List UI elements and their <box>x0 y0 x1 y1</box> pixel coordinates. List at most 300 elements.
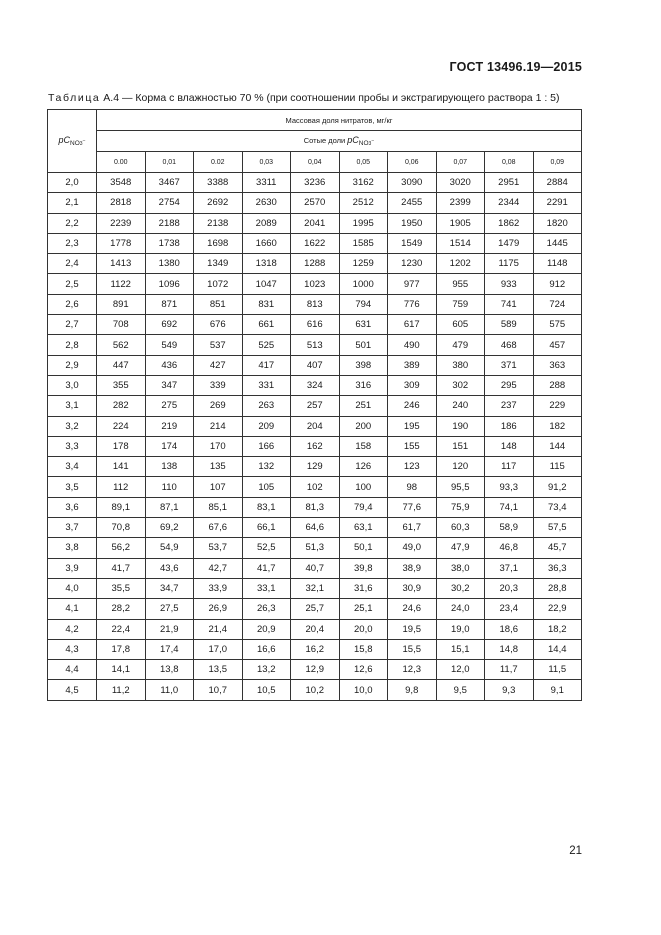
table-cell: 20,4 <box>291 619 340 639</box>
table-cell: 66,1 <box>242 518 291 538</box>
row-pc-value: 3,8 <box>48 538 97 558</box>
table-cell: 2188 <box>145 213 194 233</box>
table-cell: 324 <box>291 375 340 395</box>
table-cell: 30,2 <box>436 578 485 598</box>
table-cell: 51,3 <box>291 538 340 558</box>
table-cell: 240 <box>436 396 485 416</box>
row-pc-value: 2,8 <box>48 335 97 355</box>
table-cell: 41,7 <box>97 558 146 578</box>
table-cell: 12,0 <box>436 660 485 680</box>
table-cell: 45,7 <box>533 538 582 558</box>
table-cell: 123 <box>388 457 437 477</box>
table-cell: 776 <box>388 294 437 314</box>
table-cell: 200 <box>339 416 388 436</box>
row-pc-value: 4,1 <box>48 599 97 619</box>
row-pc-value: 2,2 <box>48 213 97 233</box>
table-cell: 398 <box>339 355 388 375</box>
table-cell: 2630 <box>242 193 291 213</box>
table-cell: 302 <box>436 375 485 395</box>
table-cell: 347 <box>145 375 194 395</box>
table-cell: 21,4 <box>194 619 243 639</box>
table-cell: 2754 <box>145 193 194 213</box>
table-row <box>48 518 582 538</box>
row-pc-value: 2,0 <box>48 173 97 193</box>
table-cell: 73,4 <box>533 497 582 517</box>
table-cell: 81,3 <box>291 497 340 517</box>
table-cell: 10,2 <box>291 680 340 700</box>
table-row <box>48 477 582 497</box>
table-cell: 616 <box>291 315 340 335</box>
table-row <box>48 193 582 213</box>
table-cell: 11,5 <box>533 660 582 680</box>
row-pc-value: 4,3 <box>48 639 97 659</box>
row-pc-value: 4,0 <box>48 578 97 598</box>
sub-header-pc-letter: pC <box>347 134 359 145</box>
table-cell: 631 <box>339 315 388 335</box>
table-cell: 98 <box>388 477 437 497</box>
table-row <box>48 497 582 517</box>
row-header-pc-sub3: 3 <box>79 141 83 148</box>
table-cell: 1698 <box>194 233 243 253</box>
row-pc-value: 2,1 <box>48 193 97 213</box>
table-caption-label: Таблица <box>48 92 101 104</box>
table-cell: 34,7 <box>145 578 194 598</box>
table-cell: 19,5 <box>388 619 437 639</box>
column-header: 0,04 <box>291 152 340 173</box>
table-cell: 1820 <box>533 213 582 233</box>
table-cell: 190 <box>436 416 485 436</box>
table-cell: 144 <box>533 436 582 456</box>
table-cell: 70,8 <box>97 518 146 538</box>
table-cell: 1000 <box>339 274 388 294</box>
table-cell: 575 <box>533 315 582 335</box>
table-cell: 1047 <box>242 274 291 294</box>
column-header: 0,05 <box>339 152 388 173</box>
table-cell: 1585 <box>339 233 388 253</box>
table-cell: 112 <box>97 477 146 497</box>
table-cell: 263 <box>242 396 291 416</box>
table-cell: 11,7 <box>485 660 534 680</box>
table-row <box>48 315 582 335</box>
table-cell: 15,5 <box>388 639 437 659</box>
table-cell: 39,8 <box>339 558 388 578</box>
table-cell: 224 <box>97 416 146 436</box>
table-cell: 162 <box>291 436 340 456</box>
table-cell: 1905 <box>436 213 485 233</box>
table-cell: 282 <box>97 396 146 416</box>
table-row <box>48 599 582 619</box>
table-cell: 33,9 <box>194 578 243 598</box>
table-cell: 17,8 <box>97 639 146 659</box>
table-cell: 26,9 <box>194 599 243 619</box>
table-cell: 9,3 <box>485 680 534 700</box>
table-cell: 2041 <box>291 213 340 233</box>
table-cell: 275 <box>145 396 194 416</box>
table-cell: 19,0 <box>436 619 485 639</box>
column-header: 0,09 <box>533 152 582 173</box>
table-cell: 2570 <box>291 193 340 213</box>
row-pc-value: 2,6 <box>48 294 97 314</box>
column-header: 0,06 <box>388 152 437 173</box>
table-cell: 1023 <box>291 274 340 294</box>
column-header: 0,08 <box>485 152 534 173</box>
table-row <box>48 639 582 659</box>
table-cell: 20,3 <box>485 578 534 598</box>
table-cell: 2951 <box>485 173 534 193</box>
sub-header-pc-sub3: 3 <box>368 141 372 148</box>
table-row <box>48 213 582 233</box>
table-cell: 24,6 <box>388 599 437 619</box>
table-cell: 46,8 <box>485 538 534 558</box>
table-cell: 457 <box>533 335 582 355</box>
table-caption-text: А.4 — Корма с влажностью 70 % (при соотношении пробы и экстрагирующего раствора 1 : 5) <box>100 92 560 104</box>
table-cell: 389 <box>388 355 437 375</box>
table-cell: 9,8 <box>388 680 437 700</box>
table-cell: 14,8 <box>485 639 534 659</box>
table-cell: 708 <box>97 315 146 335</box>
table-cell: 132 <box>242 457 291 477</box>
table-cell: 53,7 <box>194 538 243 558</box>
table-cell: 1230 <box>388 254 437 274</box>
table-cell: 3467 <box>145 173 194 193</box>
table-cell: 1778 <box>97 233 146 253</box>
table-cell: 417 <box>242 355 291 375</box>
table-cell: 11,2 <box>97 680 146 700</box>
table-cell: 17,0 <box>194 639 243 659</box>
table-cell: 1445 <box>533 233 582 253</box>
table-cell: 57,5 <box>533 518 582 538</box>
table-cell: 120 <box>436 457 485 477</box>
table-cell: 1549 <box>388 233 437 253</box>
table-cell: 1622 <box>291 233 340 253</box>
table-cell: 1479 <box>485 233 534 253</box>
sub-header-pc-sub: NO <box>358 140 369 148</box>
table-cell: 933 <box>485 274 534 294</box>
table-cell: 2884 <box>533 173 582 193</box>
table-cell: 14,4 <box>533 639 582 659</box>
table-cell: 1175 <box>485 254 534 274</box>
table-cell: 9,5 <box>436 680 485 700</box>
table-cell: 14,1 <box>97 660 146 680</box>
table-cell: 9,1 <box>533 680 582 700</box>
table-cell: 436 <box>145 355 194 375</box>
table-cell: 1738 <box>145 233 194 253</box>
table-cell: 1318 <box>242 254 291 274</box>
table-cell: 38,0 <box>436 558 485 578</box>
table-cell: 135 <box>194 457 243 477</box>
table-cell: 25,7 <box>291 599 340 619</box>
table-cell: 562 <box>97 335 146 355</box>
table-row <box>48 436 582 456</box>
table-cell: 447 <box>97 355 146 375</box>
table-cell: 141 <box>97 457 146 477</box>
table-cell: 309 <box>388 375 437 395</box>
table-cell: 1072 <box>194 274 243 294</box>
table-row <box>48 558 582 578</box>
table-cell: 129 <box>291 457 340 477</box>
table-cell: 115 <box>533 457 582 477</box>
table-cell: 427 <box>194 355 243 375</box>
table-cell: 43,6 <box>145 558 194 578</box>
row-header-pc-sub: NO <box>70 140 80 148</box>
table-cell: 42,7 <box>194 558 243 578</box>
table-cell: 26,3 <box>242 599 291 619</box>
table-cell: 18,2 <box>533 619 582 639</box>
table-cell: 87,1 <box>145 497 194 517</box>
table-cell: 214 <box>194 416 243 436</box>
table-cell: 40,7 <box>291 558 340 578</box>
table-cell: 1660 <box>242 233 291 253</box>
table-cell: 468 <box>485 335 534 355</box>
table-cell: 27,5 <box>145 599 194 619</box>
table-cell: 28,8 <box>533 578 582 598</box>
table-cell: 831 <box>242 294 291 314</box>
table-cell: 1862 <box>485 213 534 233</box>
table-cell: 20,9 <box>242 619 291 639</box>
table-row <box>48 355 582 375</box>
table-cell: 257 <box>291 396 340 416</box>
document-standard-number: ГОСТ 13496.19—2015 <box>449 60 582 74</box>
table-cell: 54,9 <box>145 538 194 558</box>
table-cell: 11,0 <box>145 680 194 700</box>
table-cell: 1122 <box>97 274 146 294</box>
table-cell: 204 <box>291 416 340 436</box>
table-cell: 17,4 <box>145 639 194 659</box>
table-cell: 794 <box>339 294 388 314</box>
table-cell: 13,5 <box>194 660 243 680</box>
table-cell: 25,1 <box>339 599 388 619</box>
table-cell: 91,2 <box>533 477 582 497</box>
table-cell: 525 <box>242 335 291 355</box>
table-cell: 105 <box>242 477 291 497</box>
table-cell: 851 <box>194 294 243 314</box>
table-cell: 288 <box>533 375 582 395</box>
row-pc-value: 2,7 <box>48 315 97 335</box>
row-pc-value: 3,5 <box>48 477 97 497</box>
table-cell: 50,1 <box>339 538 388 558</box>
table-cell: 110 <box>145 477 194 497</box>
table-cell: 47,9 <box>436 538 485 558</box>
table-row <box>48 416 582 436</box>
table-cell: 21,9 <box>145 619 194 639</box>
row-pc-value: 2,3 <box>48 233 97 253</box>
table-cell: 195 <box>388 416 437 436</box>
column-header: 0,03 <box>242 152 291 173</box>
table-row <box>48 254 582 274</box>
row-pc-value: 3,6 <box>48 497 97 517</box>
table-cell: 3311 <box>242 173 291 193</box>
table-row <box>48 680 582 700</box>
table-row <box>48 294 582 314</box>
table-cell: 58,9 <box>485 518 534 538</box>
table-cell: 89,1 <box>97 497 146 517</box>
table-row <box>48 375 582 395</box>
table-cell: 501 <box>339 335 388 355</box>
row-header-pc <box>48 110 97 173</box>
table-cell: 75,9 <box>436 497 485 517</box>
table-cell: 35,5 <box>97 578 146 598</box>
table-row <box>48 538 582 558</box>
row-pc-value: 3,3 <box>48 436 97 456</box>
table-cell: 10,0 <box>339 680 388 700</box>
table-cell: 813 <box>291 294 340 314</box>
table-cell: 891 <box>97 294 146 314</box>
table-cell: 33,1 <box>242 578 291 598</box>
table-row <box>48 660 582 680</box>
table-cell: 60,3 <box>436 518 485 538</box>
table-cell: 692 <box>145 315 194 335</box>
table-cell: 63,1 <box>339 518 388 538</box>
table-cell: 295 <box>485 375 534 395</box>
row-pc-value: 2,5 <box>48 274 97 294</box>
table-cell: 371 <box>485 355 534 375</box>
table-cell: 49,0 <box>388 538 437 558</box>
table-cell: 23,4 <box>485 599 534 619</box>
table-cell: 38,9 <box>388 558 437 578</box>
table-row <box>48 274 582 294</box>
table-cell: 24,0 <box>436 599 485 619</box>
table-cell: 138 <box>145 457 194 477</box>
table-cell: 10,7 <box>194 680 243 700</box>
table-cell: 158 <box>339 436 388 456</box>
row-pc-value: 4,5 <box>48 680 97 700</box>
table-cell: 617 <box>388 315 437 335</box>
table-cell: 16,6 <box>242 639 291 659</box>
table-row <box>48 396 582 416</box>
table-cell: 3236 <box>291 173 340 193</box>
table-cell: 1288 <box>291 254 340 274</box>
table-cell: 2344 <box>485 193 534 213</box>
table-cell: 100 <box>339 477 388 497</box>
table-cell: 31,6 <box>339 578 388 598</box>
table-cell: 13,2 <box>242 660 291 680</box>
table-cell: 661 <box>242 315 291 335</box>
table-cell: 339 <box>194 375 243 395</box>
table-cell: 219 <box>145 416 194 436</box>
sub-header-prefix: Сотые доли <box>303 135 348 145</box>
table-cell: 32,1 <box>291 578 340 598</box>
table-cell: 251 <box>339 396 388 416</box>
table-cell: 37,1 <box>485 558 534 578</box>
table-row <box>48 173 582 193</box>
table-cell: 95,5 <box>436 477 485 497</box>
table-cell: 513 <box>291 335 340 355</box>
table-cell: 85,1 <box>194 497 243 517</box>
table-row <box>48 457 582 477</box>
table-cell: 83,1 <box>242 497 291 517</box>
table-cell: 12,9 <box>291 660 340 680</box>
row-header-pc-letter: pC <box>58 134 71 145</box>
table-cell: 1259 <box>339 254 388 274</box>
table-cell: 126 <box>339 457 388 477</box>
table-cell: 549 <box>145 335 194 355</box>
row-pc-value: 4,4 <box>48 660 97 680</box>
table-cell: 331 <box>242 375 291 395</box>
table-row <box>48 233 582 253</box>
table-cell: 117 <box>485 457 534 477</box>
row-pc-value: 2,9 <box>48 355 97 375</box>
table-cell: 10,5 <box>242 680 291 700</box>
table-cell: 741 <box>485 294 534 314</box>
table-caption <box>48 92 560 104</box>
table-cell: 229 <box>533 396 582 416</box>
page-number: 21 <box>569 845 582 857</box>
table-cell: 3020 <box>436 173 485 193</box>
row-pc-value: 3,1 <box>48 396 97 416</box>
table-cell: 3162 <box>339 173 388 193</box>
table-cell: 912 <box>533 274 582 294</box>
column-header: 0.00 <box>97 152 146 173</box>
row-pc-value: 3,2 <box>48 416 97 436</box>
table-cell: 676 <box>194 315 243 335</box>
table-cell: 759 <box>436 294 485 314</box>
column-header: 0,07 <box>436 152 485 173</box>
table-cell: 490 <box>388 335 437 355</box>
table-cell: 15,8 <box>339 639 388 659</box>
table-cell: 1380 <box>145 254 194 274</box>
table-cell: 166 <box>242 436 291 456</box>
table-cell: 13,8 <box>145 660 194 680</box>
table-cell: 977 <box>388 274 437 294</box>
table-cell: 77,6 <box>388 497 437 517</box>
table-cell: 1995 <box>339 213 388 233</box>
table-cell: 246 <box>388 396 437 416</box>
sub-header-pc-sup: − <box>371 138 375 145</box>
table-cell: 170 <box>194 436 243 456</box>
table-cell: 380 <box>436 355 485 375</box>
table-cell: 79,4 <box>339 497 388 517</box>
column-header: 0,01 <box>145 152 194 173</box>
row-pc-value: 3,0 <box>48 375 97 395</box>
table-cell: 2239 <box>97 213 146 233</box>
table-cell: 407 <box>291 355 340 375</box>
table-cell: 355 <box>97 375 146 395</box>
table-cell: 22,9 <box>533 599 582 619</box>
table-cell: 18,6 <box>485 619 534 639</box>
table-cell: 12,6 <box>339 660 388 680</box>
sub-header <box>97 131 582 152</box>
table-cell: 269 <box>194 396 243 416</box>
table-row <box>48 578 582 598</box>
table-cell: 2818 <box>97 193 146 213</box>
table-cell: 2399 <box>436 193 485 213</box>
table-cell: 2512 <box>339 193 388 213</box>
table-cell: 74,1 <box>485 497 534 517</box>
column-header: 0.02 <box>194 152 243 173</box>
table-cell: 56,2 <box>97 538 146 558</box>
table-cell: 151 <box>436 436 485 456</box>
table-cell: 16,2 <box>291 639 340 659</box>
table-cell: 589 <box>485 315 534 335</box>
table-cell: 363 <box>533 355 582 375</box>
table-cell: 2138 <box>194 213 243 233</box>
table-cell: 2291 <box>533 193 582 213</box>
table-cell: 724 <box>533 294 582 314</box>
table-cell: 1413 <box>97 254 146 274</box>
table-cell: 69,2 <box>145 518 194 538</box>
table-cell: 93,3 <box>485 477 534 497</box>
table-cell: 36,3 <box>533 558 582 578</box>
table-cell: 1148 <box>533 254 582 274</box>
table-row <box>48 619 582 639</box>
nitrate-table <box>47 109 582 701</box>
table-cell: 871 <box>145 294 194 314</box>
table-cell: 2692 <box>194 193 243 213</box>
row-pc-value: 3,9 <box>48 558 97 578</box>
table-cell: 1349 <box>194 254 243 274</box>
table-cell: 148 <box>485 436 534 456</box>
row-pc-value: 4,2 <box>48 619 97 639</box>
